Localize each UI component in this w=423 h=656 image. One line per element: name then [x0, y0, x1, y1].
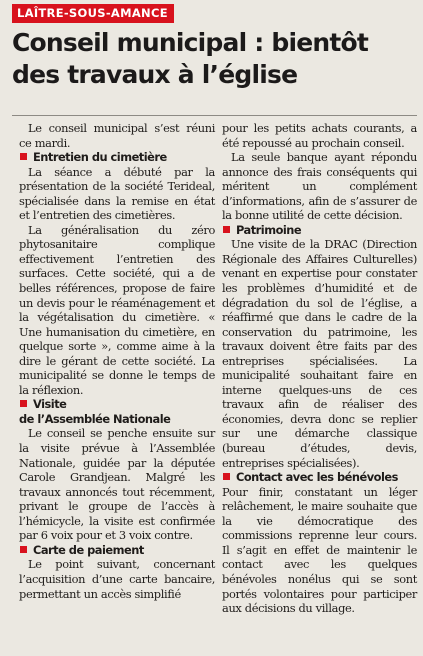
section-heading-text: Visite: [33, 397, 67, 412]
paragraph: Une visite de la DRAC (Direction Régionale des Affaires Culturelles) venant en expertise pour constater les problèmes d’humidité et de dégradation du sol de l’église, a réaffirmé que dans le cadre de la conservation du patrimoine, les travaux doivent être faits par des entreprises spécialisées. La municipalité souhaitant faire en interne quelques-uns de ces travaux afin de réaliser des économies, devra donc se replier sur une démarche classique (bureau d’études, devis, entreprises spécialisées).: [222, 237, 417, 470]
section-heading-text: Carte de paiement: [33, 542, 144, 557]
section-heading-visite: [19, 397, 215, 426]
paragraph: La séance a débuté par la présentation de la société Terideal, spécialisée dans la remise en état et l’entretien des cimetières.: [19, 164, 215, 223]
column-right: [222, 121, 417, 616]
paragraph: Le conseil se penche ensuite sur la visite prévue à l’Assemblée Nationale, guidée par la députée Carole Grandjean. Malgré les travaux annoncés tout récemment, privant le groupe de l’accès à l’hémicycle, la visite est confirmée par 6 voix pour et 3 voix contre.: [19, 426, 215, 543]
red-square-bullet-icon: [20, 400, 27, 407]
red-square-bullet-icon: [223, 473, 230, 480]
red-square-bullet-icon: [20, 153, 27, 160]
intro-paragraph: Le conseil municipal s’est réuni ce mardi.: [19, 121, 215, 150]
section-heading-contact: [222, 470, 417, 485]
red-square-bullet-icon: [223, 226, 230, 233]
section-heading-carte: [19, 543, 215, 558]
rubric-tag: LAÎTRE-SOUS-AMANCE: [12, 4, 174, 23]
section-heading-text: Patrimoine: [236, 222, 302, 237]
section-heading-cimetiere: [19, 150, 215, 165]
section-heading-patrimoine: [222, 223, 417, 238]
paragraph: Le point suivant, concernant l’acquisition d’une carte bancaire, permettant un accès simplifié: [19, 557, 215, 601]
paragraph: La généralisation du zéro phytosanitaire complique effectivement l’entretien des surfaces. Cette société, qui a de belles références, propose de faire un devis pour le réaménagement et la végétalisation du cimetière. « Une humanisation du cimetière, en quelque sorte », comme aime à la dire le gérant de cette société. La municipalité se donne le temps de la réflexion.: [19, 222, 215, 397]
column-left: [19, 121, 215, 601]
red-square-bullet-icon: [20, 546, 27, 553]
paragraph: La seule banque ayant répondu annonce des frais conséquents qui méritent un complément d’informations, afin de s’assurer de la bonne utilité de cette décision.: [222, 150, 417, 223]
headline-divider: [12, 115, 417, 116]
headline: Conseil municipal : bientôt des travaux à l’église: [12, 28, 369, 89]
section-heading-subline: de l’Assemblée Nationale: [19, 411, 171, 426]
section-heading-text: Contact avec les bénévoles: [236, 470, 398, 485]
paragraph: pour les petits achats courants, a été repoussé au prochain conseil.: [222, 121, 417, 150]
paragraph: Pour finir, constatant un léger relâchement, le maire souhaite que la vie démocratique des commissions reprenne leur cours. Il s’agit en effet de maintenir le contact avec les quelques bénévoles nonélus qui se sont portés volontaires pour participer aux décisions du village.: [222, 484, 417, 616]
section-heading-text: Entretien du cimetière: [33, 150, 167, 165]
